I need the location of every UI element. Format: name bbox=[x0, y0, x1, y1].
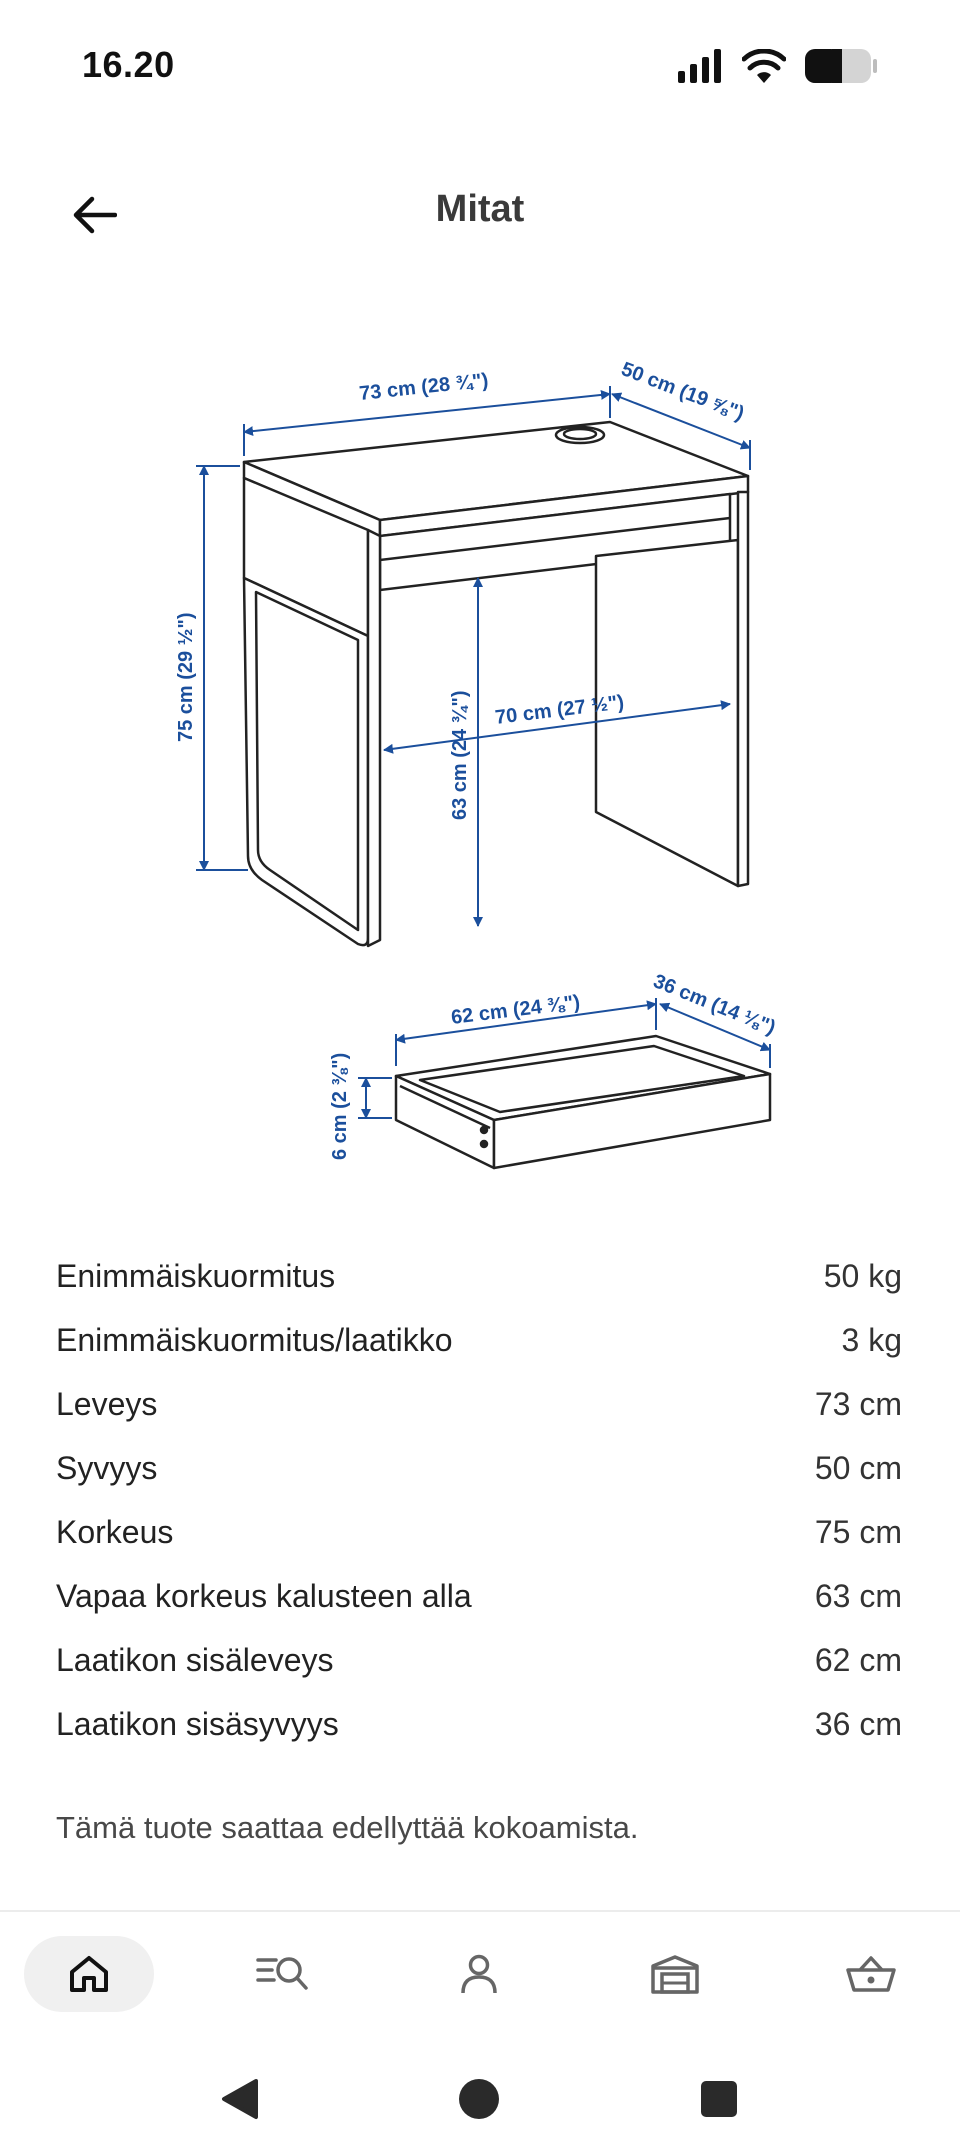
spec-label: Enimmäiskuormitus/laatikko bbox=[56, 1321, 453, 1358]
wifi-icon bbox=[742, 49, 786, 83]
spec-row-height bbox=[56, 1500, 902, 1564]
spec-label: Enimmäiskuormitus bbox=[56, 1257, 336, 1294]
system-home-button[interactable] bbox=[454, 2074, 504, 2124]
bottom-tab-bar bbox=[0, 1936, 960, 2020]
desk-depth-label: 50 cm (19 ⅝") bbox=[618, 358, 748, 426]
spec-label: Korkeus bbox=[56, 1513, 174, 1550]
spec-list bbox=[56, 1244, 902, 1756]
tab-home[interactable] bbox=[24, 1936, 154, 2012]
drawer-depth-label: 36 cm (14 ⅛") bbox=[650, 970, 779, 1040]
dimension-diagram bbox=[0, 300, 960, 1200]
tab-basket[interactable] bbox=[806, 1936, 936, 2012]
basket-icon bbox=[846, 1954, 896, 1994]
system-back-button[interactable] bbox=[215, 2074, 265, 2124]
search-list-icon bbox=[256, 1954, 310, 1994]
status-icons bbox=[678, 48, 878, 84]
spec-label: Vapaa korkeus kalusteen alla bbox=[56, 1577, 472, 1614]
header bbox=[0, 170, 960, 250]
page-title: Mitat bbox=[435, 188, 525, 230]
tab-profile[interactable] bbox=[414, 1936, 544, 2012]
spec-label: Leveys bbox=[56, 1385, 158, 1422]
system-recents-button[interactable] bbox=[694, 2074, 744, 2124]
drawer-width-label: 62 cm (24 ⅜") bbox=[449, 991, 582, 1029]
spec-row-max-load-drawer bbox=[56, 1308, 902, 1372]
status-bar bbox=[0, 0, 960, 130]
spec-value: 73 cm bbox=[814, 1385, 902, 1422]
system-navigation bbox=[0, 2064, 960, 2134]
recents-square-icon bbox=[699, 2079, 739, 2119]
battery-icon bbox=[804, 48, 878, 84]
spec-value: 50 kg bbox=[823, 1257, 902, 1294]
signal-icon bbox=[678, 49, 724, 83]
spec-row-depth bbox=[56, 1436, 902, 1500]
assembly-note: Tämä tuote saattaa edellyttää kokoamista. bbox=[56, 1810, 639, 1845]
spec-label: Syvyys bbox=[56, 1449, 158, 1486]
clearance-height-label: 63 cm (24 ¾") bbox=[449, 690, 471, 820]
spec-row-drawer-inner-depth bbox=[56, 1692, 902, 1756]
desk-height-label: 75 cm (29 ½") bbox=[175, 612, 197, 742]
home-circle-icon bbox=[457, 2077, 501, 2121]
spec-label: Laatikon sisäsyvyys bbox=[56, 1705, 339, 1742]
back-triangle-icon bbox=[220, 2077, 260, 2121]
home-icon bbox=[68, 1954, 110, 1994]
spec-label: Laatikon sisäleveys bbox=[56, 1641, 334, 1678]
spec-row-clearance bbox=[56, 1564, 902, 1628]
profile-icon bbox=[459, 1953, 499, 1995]
spec-value: 3 kg bbox=[841, 1321, 902, 1358]
spec-value: 50 cm bbox=[814, 1449, 902, 1486]
spec-row-drawer-inner-width bbox=[56, 1628, 902, 1692]
desk-width-label: 73 cm (28 ¾") bbox=[358, 369, 490, 405]
spec-value: 75 cm bbox=[814, 1513, 902, 1550]
tab-search[interactable] bbox=[218, 1936, 348, 2012]
drawer-height-label: 6 cm (2 ⅜") bbox=[329, 1052, 351, 1160]
spec-value: 63 cm bbox=[814, 1577, 902, 1614]
desk-drawing bbox=[0, 300, 960, 1200]
divider bbox=[0, 1910, 960, 1912]
status-time: 16.20 bbox=[82, 44, 175, 85]
spec-value: 36 cm bbox=[814, 1705, 902, 1742]
spec-value: 62 cm bbox=[814, 1641, 902, 1678]
tab-store[interactable] bbox=[610, 1936, 740, 2012]
desk-outline bbox=[244, 422, 748, 946]
store-icon bbox=[650, 1954, 700, 1994]
inner-width-label: 70 cm (27 ½") bbox=[493, 691, 626, 729]
spec-row-width bbox=[56, 1372, 902, 1436]
spec-row-max-load bbox=[56, 1244, 902, 1308]
drawer-outline bbox=[396, 1036, 770, 1168]
